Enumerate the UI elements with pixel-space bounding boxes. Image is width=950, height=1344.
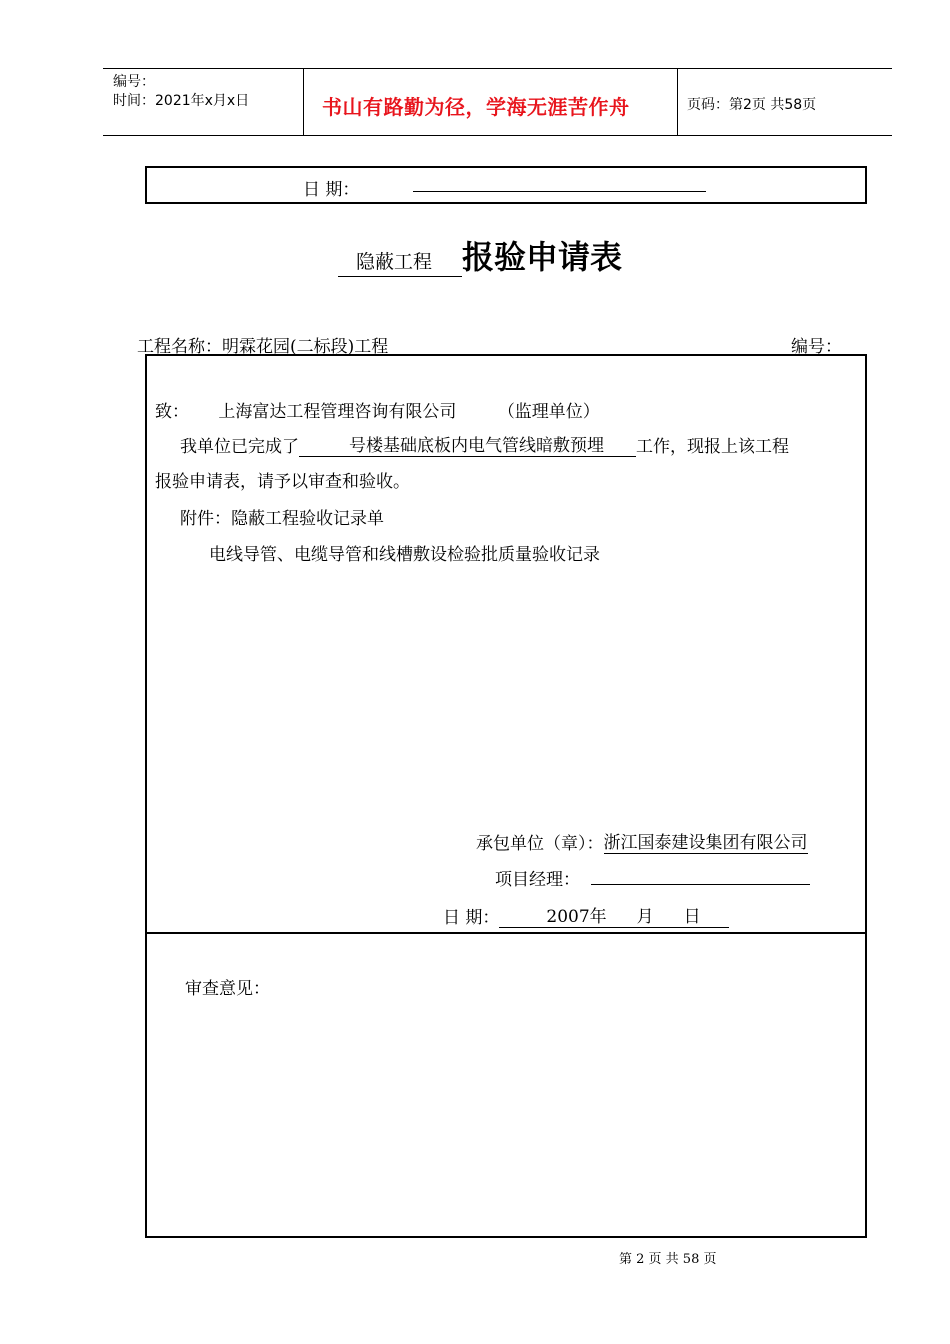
to-company: 上海富达工程管理咨询有限公司 xyxy=(218,402,457,422)
to-role: （监理单位） xyxy=(497,402,600,422)
sign-date-day-unit: 日 xyxy=(683,907,701,927)
attachment-label: 附件：隐蔽工程验收记录单 xyxy=(180,509,384,529)
completed-prefix: 我单位已完成了 xyxy=(180,437,299,457)
completed-item: 号楼基础底板内电气管线暗敷预埋 xyxy=(299,431,636,457)
header-divider-left xyxy=(303,69,304,136)
header-number-label: 编号： xyxy=(113,74,155,90)
date-box-label: 日 期： xyxy=(303,180,360,200)
manager-line xyxy=(495,865,580,890)
project-number-label: 编号： xyxy=(791,337,842,357)
sign-date-label: 日 期： xyxy=(443,908,500,928)
date-box-underline xyxy=(413,191,706,192)
contractor-name: 浙江国泰建设集团有限公司 xyxy=(604,828,808,854)
contractor-label: 承包单位（章）： xyxy=(476,834,604,854)
completed-line xyxy=(180,431,789,457)
addressee-line xyxy=(155,397,600,422)
application-form xyxy=(145,354,867,1238)
sign-date-year-unit: 年 xyxy=(589,907,607,927)
project-name: 工程名称：明霖花园(二标段)工程 xyxy=(137,337,389,357)
review-label: 审查意见： xyxy=(185,979,270,999)
completed-suffix: 工作，现报上该工程 xyxy=(636,437,789,457)
form-title xyxy=(338,237,622,277)
sign-date-line xyxy=(443,902,729,928)
header-page-code: 页码：第2页 共58页 xyxy=(687,97,817,113)
contractor-line xyxy=(476,828,808,854)
title-main: 报验申请表 xyxy=(462,238,623,276)
attachment-item: 电线导管、电缆导管和线槽敷设检验批质量验收记录 xyxy=(209,545,600,565)
sign-date-year: 2007 xyxy=(546,907,590,927)
to-label: 致： xyxy=(155,402,189,422)
manager-label: 项目经理： xyxy=(495,870,580,890)
request-line: 报验申请表，请予以审查和验收。 xyxy=(155,472,410,492)
header-motto: 书山有路勤为径，学海无涯苦作舟 xyxy=(322,95,630,119)
header-bottom-rule xyxy=(103,135,892,136)
sign-date-month-unit: 月 xyxy=(636,907,654,927)
sign-date-value xyxy=(499,902,728,928)
header-divider-right xyxy=(677,69,678,136)
manager-underline xyxy=(591,884,810,885)
review-divider xyxy=(147,932,865,934)
date-box xyxy=(145,166,867,204)
header-time: 时间：2021年x月x日 xyxy=(113,93,250,109)
title-prefix: 隐蔽工程 xyxy=(338,248,462,277)
footer-page-number: 第 2 页 共 58 页 xyxy=(619,1252,717,1267)
header-top-rule xyxy=(103,68,892,69)
